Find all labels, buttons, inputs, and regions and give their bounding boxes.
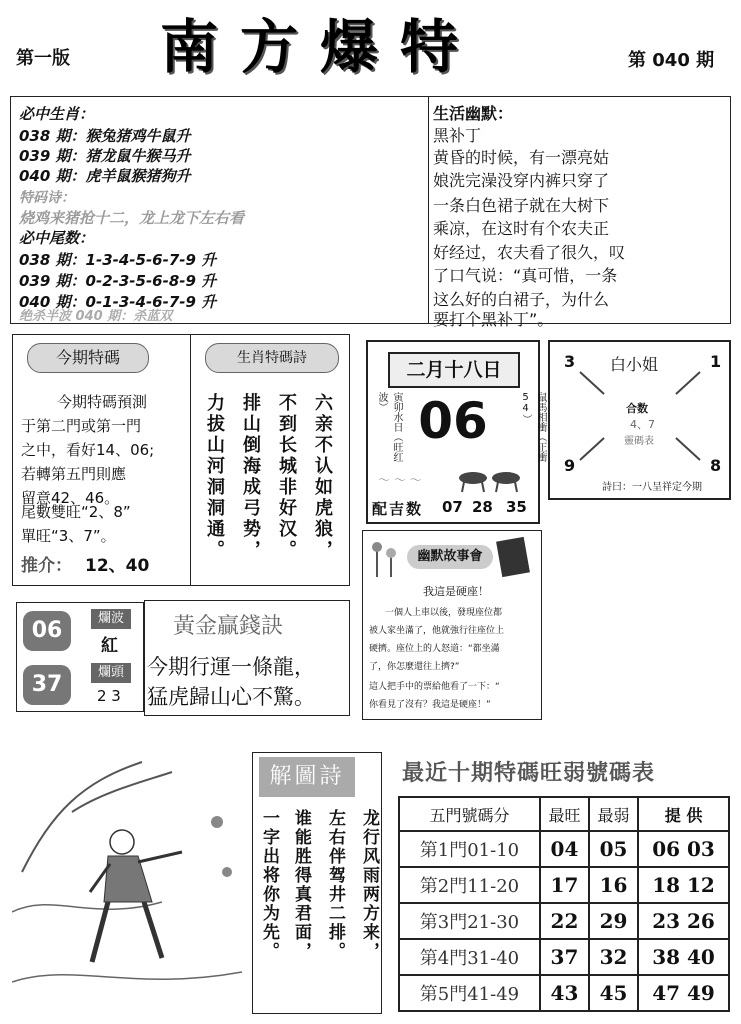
humor-line: 黑补丁 xyxy=(433,126,482,145)
joke-line: 這人把手中的票給他看了一下：“ xyxy=(369,682,500,692)
tail-line: 040 期：0-1-3-4-6-7-9 升 xyxy=(19,293,217,311)
kungfu-boy-illustration xyxy=(12,752,252,1016)
gold-saying-box xyxy=(144,600,350,716)
corner-number: 9 xyxy=(564,456,576,475)
special-line: 今期特碼預測 xyxy=(57,393,148,411)
special-line: 之中，看好14、06; xyxy=(21,441,155,459)
calendar-date: 二月十八日 xyxy=(388,352,520,388)
table-cell: 05 xyxy=(589,831,638,867)
miss-bai-poem: 詩曰：一八呈祥定今期 xyxy=(602,482,702,493)
special-line: 留意42、46。 xyxy=(21,489,120,507)
center-sub: 靈碼表 xyxy=(624,436,654,447)
center-value: 4、7 xyxy=(630,418,655,431)
table-row xyxy=(399,939,729,975)
table-cell: 16 xyxy=(589,867,638,903)
book-icon xyxy=(496,537,530,577)
svg-text:～ ～ ～: ～ ～ ～ xyxy=(378,473,422,487)
table-cell: 47 49 xyxy=(638,975,729,1011)
joke-line: 你看見了沒有？我這是硬座！” xyxy=(369,700,491,710)
table-cell: 37 xyxy=(540,939,589,975)
gold-line: 今期行運一條龍， xyxy=(147,655,315,679)
hot-cold-table xyxy=(398,796,730,1012)
special-line: 若轉第五門則應 xyxy=(21,465,127,483)
jietu-poem-box xyxy=(252,752,382,1014)
humor-line: 娘洗完澡没穿内裤只穿了 xyxy=(433,171,610,190)
joke-line: 被人家坐滿了，他就強行往座位上 xyxy=(369,626,505,636)
table-row xyxy=(399,831,729,867)
humor-line: 乘凉，在这时有个农夫正 xyxy=(433,219,610,238)
recommend-label: 推介： xyxy=(21,556,72,576)
poem-column: 不到长城非好汉。 xyxy=(276,393,297,561)
calendar-right-note: 鼠馬相衝（正衝54） xyxy=(520,392,546,462)
zodiac-line: 038 期：猴兔猪鸡牛鼠升 xyxy=(19,127,191,145)
recommend-value: 12、40 xyxy=(85,556,150,576)
calendar-box xyxy=(366,340,546,524)
special-forecast-box xyxy=(12,334,192,586)
zodiac-poem-box xyxy=(190,334,350,586)
wave-label: 爛頭 xyxy=(91,663,131,683)
special-badge: 今期特碼 xyxy=(27,343,149,373)
table-cell: 29 xyxy=(589,903,638,939)
center-label: 合数 xyxy=(626,402,648,415)
jietu-column: 谁能胜得真君面， xyxy=(291,809,311,961)
table-row xyxy=(399,867,729,903)
horse-illustration xyxy=(378,464,528,494)
edition-label: 第一版 xyxy=(16,48,70,69)
humor-line: 要打个黑补丁”。 xyxy=(433,310,554,329)
poem-text: 烧鸡来猪抢十二，龙上龙下左右看 xyxy=(19,209,245,227)
joke-line: 硬擠。座位上的人怒道：“都坐滿 xyxy=(369,644,500,654)
table-row xyxy=(399,903,729,939)
gold-title: 黃金贏錢訣 xyxy=(173,614,284,639)
table-cell: 第4門31-40 xyxy=(399,939,540,975)
table-header-cell: 最旺 xyxy=(540,797,589,831)
calendar-lucky-number: 28 xyxy=(472,498,493,516)
jietu-column: 一字出将你为先。 xyxy=(259,809,279,961)
table-cell: 17 xyxy=(540,867,589,903)
jietu-column: 左右伴驾井二排。 xyxy=(325,809,345,961)
table-cell: 第5門41-49 xyxy=(399,975,540,1011)
joke-subtitle: 我這是硬座！ xyxy=(423,585,489,598)
joke-box xyxy=(362,530,542,720)
poem-column: 力拔山河洞洞通。 xyxy=(204,393,225,561)
table-cell: 38 40 xyxy=(638,939,729,975)
zodiac-box xyxy=(10,96,430,324)
wave-label: 爛波 xyxy=(91,609,131,629)
table-cell: 04 xyxy=(540,831,589,867)
table-header-cell: 五門號碼分 xyxy=(399,797,540,831)
flower-icon xyxy=(367,537,407,577)
wave-box xyxy=(16,602,144,712)
issue-label: 第 040 期 xyxy=(628,50,715,71)
calendar-bottom-label: 配吉数 xyxy=(372,500,424,518)
wave-number: 06 xyxy=(23,611,71,651)
corner-number: 1 xyxy=(710,352,722,371)
table-cell: 06 03 xyxy=(638,831,729,867)
hot-cold-table-section xyxy=(398,752,732,1016)
poem-column: 六亲不认如虎狼， xyxy=(312,393,333,561)
page-title: 南方爆特 xyxy=(160,13,481,81)
table-cell: 45 xyxy=(589,975,638,1011)
humor-line: 好经过，农夫看了很久，叹 xyxy=(433,243,626,262)
calendar-lucky-number: 35 xyxy=(506,498,527,516)
table-header-cell: 提 供 xyxy=(638,797,729,831)
wave-value: 2 3 xyxy=(97,687,121,705)
tail-line: 038 期：1-3-4-5-6-7-9 升 xyxy=(19,251,217,269)
tail-line: 039 期：0-2-3-5-6-8-9 升 xyxy=(19,272,217,290)
zodiac-heading: 必中生肖： xyxy=(19,105,95,123)
wave-value: 紅 xyxy=(101,636,118,656)
humor-line: 了口气说：“真可惜，一条 xyxy=(433,266,618,285)
corner-number: 8 xyxy=(710,456,722,475)
special-line: 單旺“3、7”。 xyxy=(21,527,116,545)
calendar-lucky-number: 07 xyxy=(442,498,463,516)
joke-title: 幽默故事會 xyxy=(407,545,493,569)
table-title: 最近十期特碼旺弱號碼表 xyxy=(402,761,656,786)
tail-heading: 必中尾数： xyxy=(19,229,95,247)
calendar-number: 06 xyxy=(418,392,488,450)
table-cell: 18 12 xyxy=(638,867,729,903)
poem-heading: 特码诗： xyxy=(19,190,75,206)
humor-line: 一条白色裙子就在大树下 xyxy=(433,196,610,215)
table-cell: 32 xyxy=(589,939,638,975)
miss-bai-box xyxy=(548,340,731,500)
poem-column: 排山倒海成弓势， xyxy=(240,393,261,561)
table-cell: 22 xyxy=(540,903,589,939)
table-cell: 第3門21-30 xyxy=(399,903,540,939)
gold-line: 猛虎歸山心不驚。 xyxy=(147,685,315,709)
table-cell: 第1門01-10 xyxy=(399,831,540,867)
zodiac-poem-badge: 生肖特碼詩 xyxy=(205,343,339,373)
humor-line: 黄昏的时候，有一漂亮姑 xyxy=(433,148,610,167)
humor-box xyxy=(428,96,731,329)
miss-bai-title: 白小姐 xyxy=(610,355,659,374)
table-header-cell: 最弱 xyxy=(589,797,638,831)
zodiac-line: 040 期：虎羊鼠猴猪狗升 xyxy=(19,167,191,185)
wave-number: 37 xyxy=(23,665,71,705)
kill-wave-line: 绝杀半波 040 期：杀蓝双 xyxy=(19,309,173,324)
jietu-column: 龙行风雨两方来， xyxy=(359,809,379,961)
table-cell: 23 26 xyxy=(638,903,729,939)
table-row xyxy=(399,975,729,1011)
zodiac-line: 039 期：猪龙鼠牛猴马升 xyxy=(19,147,191,165)
calendar-left-note: 寅卯水日（旺红波） xyxy=(376,392,402,462)
humor-heading: 生活幽默： xyxy=(433,104,514,123)
joke-line: 一個人上車以後，發現座位都 xyxy=(385,608,503,618)
special-line: 于第二門或第一門 xyxy=(21,417,142,435)
special-line: 尾數雙旺“2、8” xyxy=(21,503,131,521)
table-cell: 43 xyxy=(540,975,589,1011)
corner-number: 3 xyxy=(564,352,576,371)
table-cell: 第2門11-20 xyxy=(399,867,540,903)
table-header-row xyxy=(399,797,729,831)
joke-line: 了，你怎麼還往上擠?” xyxy=(369,662,460,672)
humor-line: 这么好的白裙子，为什么 xyxy=(433,290,610,309)
jietu-title: 解圖詩 xyxy=(259,757,355,797)
